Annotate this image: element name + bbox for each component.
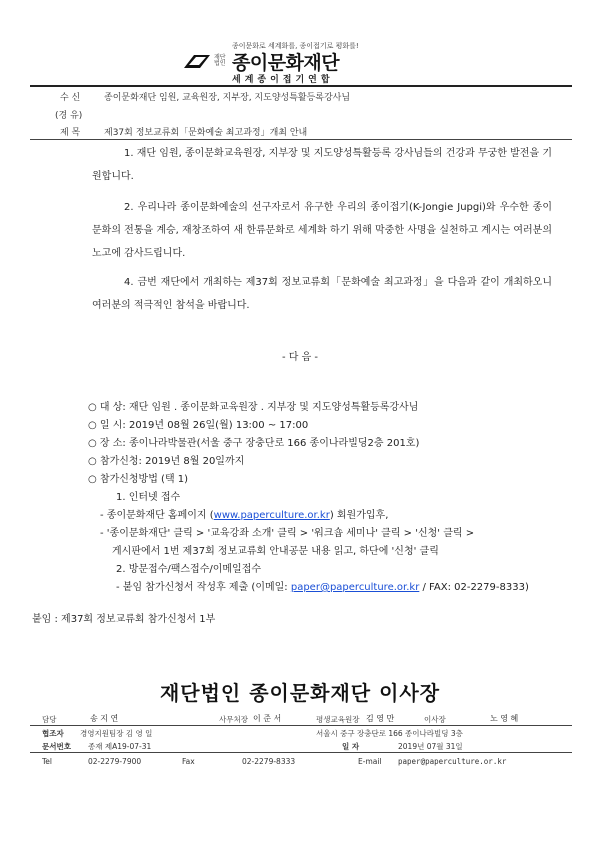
paper-fold-logo-icon bbox=[182, 52, 212, 72]
logo-org-type: 재단 법인 bbox=[214, 54, 226, 67]
method-2-heading: 2. 방문접수/팩스접수/이메일접수 bbox=[116, 564, 262, 575]
paragraph-1: 1. 재단 임원, 종이문화교육원장, 지부장 및 지도양성특활등록 강사님들의 건강과 무궁한 발전을 기원합니다. bbox=[92, 148, 552, 182]
method-1-line-1 bbox=[100, 506, 388, 521]
footer-rule-2 bbox=[30, 752, 572, 753]
date-label: 일 자 bbox=[342, 742, 360, 751]
footer-rule-1 bbox=[30, 725, 572, 726]
edu-name: 김 영 만 bbox=[366, 714, 395, 723]
subject-label: 제 목 bbox=[60, 128, 81, 138]
method-2-line-suffix: / FAX: 02-2279-8333) bbox=[419, 582, 529, 593]
staff-name: 송 지 연 bbox=[90, 714, 119, 723]
footer-title: 재단법인 종이문화재단 이사장 bbox=[159, 681, 441, 705]
detail-place: ○ 장 소: 종이나라박물관(서울 중구 장충단로 166 종이나라빌딩2층 201호) bbox=[88, 438, 420, 449]
secretary-label: 사무처장 bbox=[219, 715, 248, 724]
subject-value: 제37회 정보교류회「문화예술 최고과정」개최 안내 bbox=[104, 128, 308, 138]
method-1-line-2: - '종이문화재단' 클릭 > '교육강좌 소개' 클릭 > '워크숍 세미나' 클릭 > '신청' 클릭 > bbox=[100, 528, 475, 539]
via-label: (경 유) bbox=[55, 111, 83, 121]
logo-slogan: 종이문화로 세계화를, 종이접기로 평화를! bbox=[232, 42, 359, 50]
detail-method-heading: ○ 참가신청방법 (택 1) bbox=[88, 474, 189, 485]
method-2-line bbox=[116, 578, 529, 593]
recipient-value: 종이문화재단 임원, 교육원장, 지부장, 지도양성특활등록강사님 bbox=[104, 93, 351, 103]
edu-label: 평생교육원장 bbox=[316, 715, 360, 724]
tel-value: 02-2279-7900 bbox=[88, 757, 142, 766]
tel-label: Tel bbox=[42, 757, 53, 766]
method-1-line-3: 게시판에서 1번 제37회 정보교류회 안내공문 내용 읽고, 하단에 '신청' 클릭 bbox=[112, 546, 439, 557]
method-1-heading: 1. 인터넷 접수 bbox=[116, 492, 181, 503]
logo-subtitle: 세계종이접기연합 bbox=[232, 75, 334, 85]
email-label: E-mail bbox=[358, 757, 382, 766]
fax-value: 02-2279-8333 bbox=[242, 757, 296, 766]
header-bottom-rule bbox=[30, 139, 572, 140]
recipient-label: 수 신 bbox=[60, 93, 81, 103]
address: 서울시 중구 장충단로 166 종이나라빌딩 3층 bbox=[316, 729, 463, 738]
method-2-line-prefix: - 붙임 참가신청서 작성후 제출 (이메일: bbox=[116, 582, 291, 593]
chair-label: 이사장 bbox=[424, 715, 446, 724]
detail-deadline: ○ 참가신청: 2019년 8월 20일까지 bbox=[88, 456, 245, 467]
detail-datetime: ○ 일 시: 2019년 08월 26일(월) 13:00 ~ 17:00 bbox=[88, 420, 309, 431]
date-value: 2019년 07월 31일 bbox=[398, 742, 463, 751]
coop-value: 경영지원팀장 김 영 일 bbox=[80, 729, 153, 738]
secretary-name: 이 준 서 bbox=[253, 714, 282, 723]
doc-number-value: 종재 제A19-07-31 bbox=[88, 742, 152, 751]
next-heading: - 다 음 - bbox=[281, 352, 319, 363]
doc-number-label: 문서번호 bbox=[42, 742, 71, 751]
attachment-note: 붙임 : 제37회 정보교류회 참가신청서 1부 bbox=[32, 614, 216, 625]
email-link[interactable]: paper@paperculture.or.kr bbox=[290, 582, 420, 593]
coop-label: 협조자 bbox=[42, 729, 64, 738]
method-1-line-1-suffix: ) 회원가입후, bbox=[329, 510, 389, 521]
paragraph-2: 2. 우리나라 종이문화예술의 선구자로서 유구한 우리의 종이접기(K-Jongie Jupgi)와 우수한 종이문화의 전통을 계승, 재창조하여 새 한류문화로 세계화 하기 위해 막중한 사명을 실천하고 계시는 여러분의 노고에 감사드립니다. bbox=[92, 202, 552, 259]
fax-label: Fax bbox=[182, 757, 195, 766]
detail-target: ○ 대 상: 재단 임원 . 종이문화교육원장 . 지부장 및 지도양성특활등록강사님 bbox=[88, 402, 419, 413]
header-top-rule bbox=[30, 85, 572, 87]
method-1-line-1-prefix: - 종이문화재단 홈페이지 ( bbox=[100, 510, 214, 521]
logo-name: 종이문화재단 bbox=[232, 52, 340, 74]
email-value: paper@paperculture.or.kr bbox=[398, 757, 507, 766]
homepage-link[interactable]: www.paperculture.or.kr bbox=[213, 510, 330, 521]
paragraph-4: 4. 금번 재단에서 개최하는 제37회 정보교류회「문화예술 최고과정」을 다음과 같이 개최하오니 여러분의 적극적인 참석을 바랍니다. bbox=[92, 277, 552, 311]
staff-label: 담당 bbox=[42, 715, 57, 724]
chair-name: 노 영 혜 bbox=[490, 714, 519, 723]
